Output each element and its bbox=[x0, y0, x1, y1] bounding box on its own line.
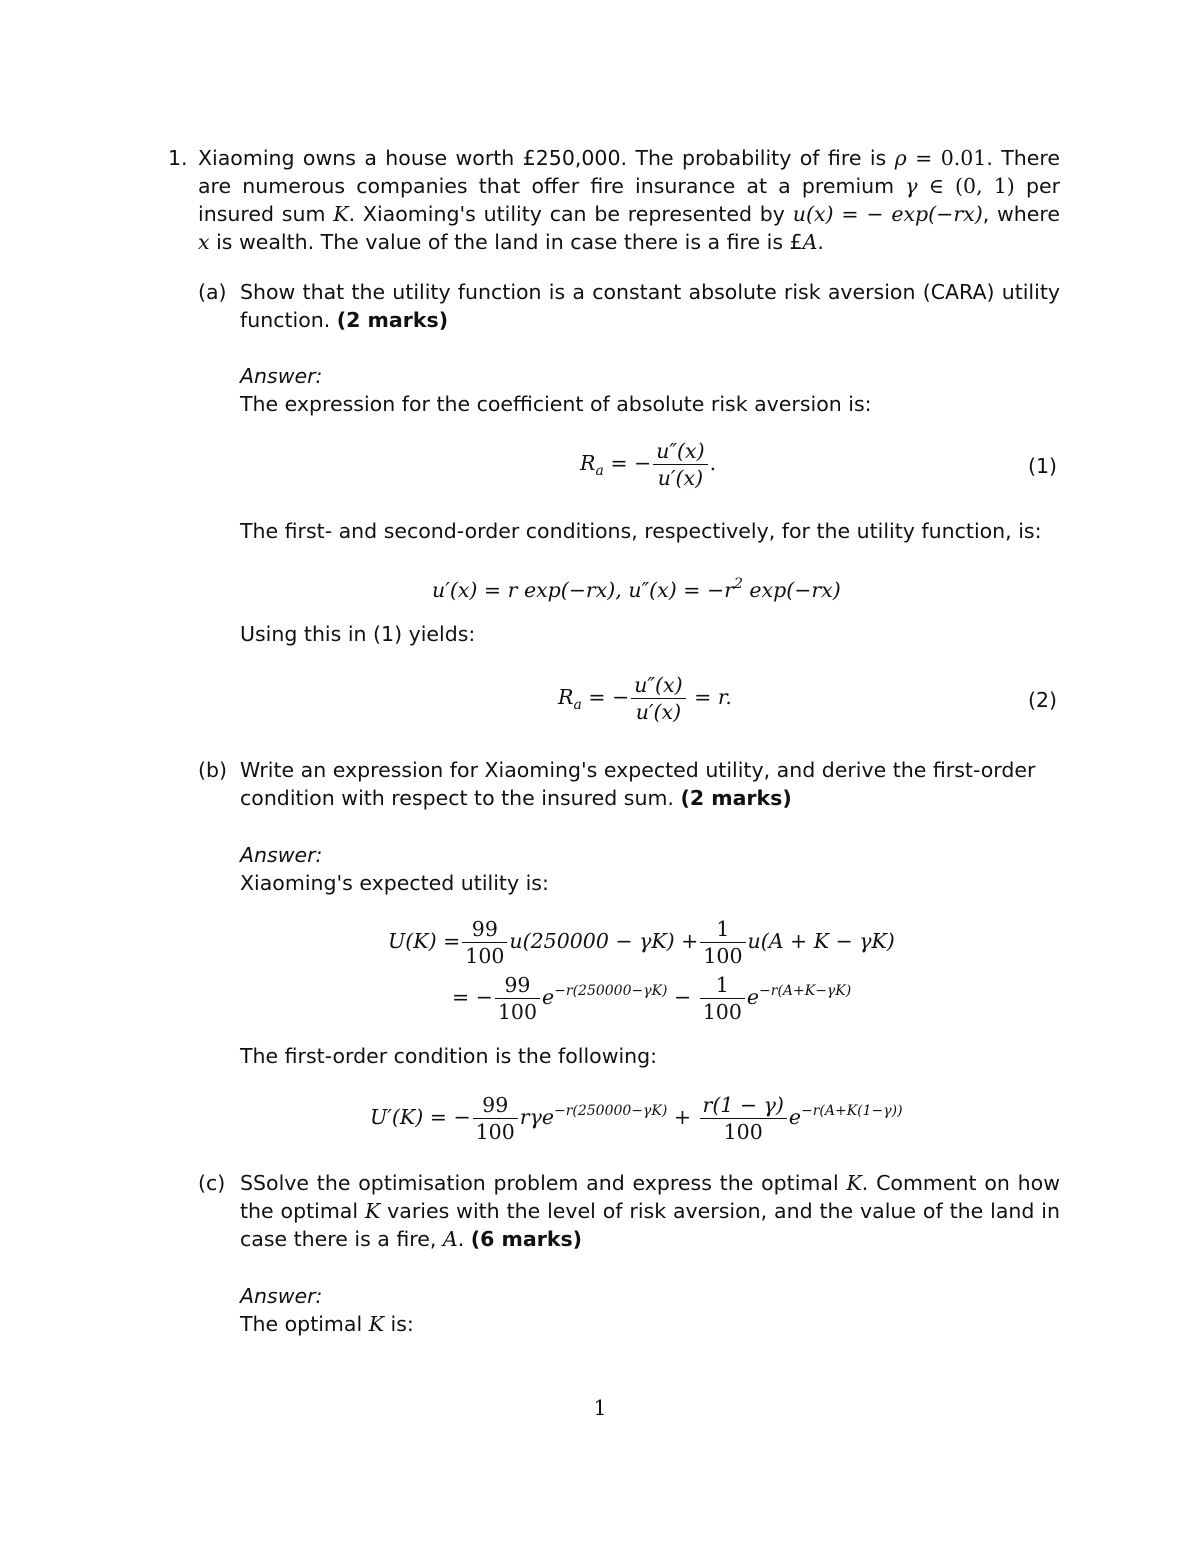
part-c-line-1 bbox=[240, 1310, 414, 1338]
first-order-condition bbox=[370, 1092, 903, 1145]
eq1-end: . bbox=[709, 451, 717, 475]
eq2-fraction bbox=[631, 672, 685, 725]
eu-term-4-sup: −r(A+K−γK) bbox=[759, 983, 852, 999]
part-c-marks: (6 marks) bbox=[470, 1227, 583, 1251]
foc-f2-den: 100 bbox=[723, 1120, 763, 1144]
eu-fraction-2 bbox=[700, 916, 745, 969]
eu-f3-num: 99 bbox=[495, 972, 540, 999]
k-symbol: K bbox=[333, 202, 349, 226]
foc-fraction-2 bbox=[700, 1092, 787, 1145]
eu-f4-num: 1 bbox=[700, 972, 745, 999]
part-b-line-1: Xiaoming's expected utility is: bbox=[240, 871, 549, 895]
eq2-lhs: R bbox=[558, 685, 574, 709]
question-intro-1: Xiaoming owns a house worth £250,000. The probability of fire is bbox=[198, 146, 895, 170]
foc-plus: + bbox=[667, 1105, 698, 1129]
fo-equation-end: exp(−rx) bbox=[742, 578, 841, 602]
gamma-range: ∈ (0, 1) bbox=[917, 174, 1015, 198]
eq2-end: = r. bbox=[687, 685, 732, 709]
question-intro-4: . Xiaoming's utility can be represented by bbox=[348, 202, 793, 226]
eq1-denominator: u′(x) bbox=[657, 466, 704, 490]
part-a-question: Show that the utility function is a constant absolute risk aversion (CARA) utility function. bbox=[240, 280, 1060, 332]
eq2-denominator: u′(x) bbox=[635, 700, 682, 724]
part-c-text bbox=[240, 1169, 1060, 1253]
a-symbol: A bbox=[802, 230, 818, 254]
part-c-line-1-b: is: bbox=[384, 1312, 414, 1336]
foc-term-2: e bbox=[788, 1105, 801, 1129]
eq2-eq: = − bbox=[581, 685, 630, 709]
eu-f3-den: 100 bbox=[497, 1000, 538, 1024]
part-a-answer-label: Answer: bbox=[240, 364, 323, 388]
part-c-k-1: K bbox=[846, 1171, 862, 1195]
question-number: 1. bbox=[168, 146, 188, 170]
eq1-numerator: u″(x) bbox=[653, 438, 707, 465]
eq1-sub: a bbox=[595, 463, 604, 479]
gamma-symbol: γ bbox=[905, 174, 918, 198]
part-b-marks: (2 marks) bbox=[680, 786, 792, 810]
eu-fraction-1 bbox=[462, 916, 507, 969]
part-c-label: (c) bbox=[198, 1171, 226, 1195]
part-a-line-1: The expression for the coefficient of absolute risk aversion is: bbox=[240, 392, 872, 416]
part-c-a: A bbox=[442, 1227, 458, 1251]
equation-1 bbox=[580, 438, 716, 491]
eu-f1-num: 99 bbox=[462, 916, 507, 943]
foc-lhs: U′(K) = − bbox=[370, 1105, 471, 1129]
eq1-fraction bbox=[653, 438, 707, 491]
p-value: = 0.01 bbox=[906, 146, 987, 170]
eu-term-3: e bbox=[542, 985, 555, 1009]
eq2-sub: a bbox=[573, 697, 582, 713]
eu-fraction-4 bbox=[700, 972, 745, 1025]
page-number: 1 bbox=[593, 1396, 607, 1420]
eu-f2-den: 100 bbox=[703, 944, 743, 968]
part-b-question: Write an expression for Xiaoming's expected utility, and derive the first-order condition with respect to the insured sum. bbox=[240, 758, 1036, 810]
eq1-eq: = − bbox=[603, 451, 652, 475]
expected-utility-line-1 bbox=[388, 916, 895, 969]
eu-term-3-sup: −r(250000−γK) bbox=[554, 983, 668, 999]
part-b-answer-label: Answer: bbox=[240, 843, 323, 867]
question-intro-2: . There are numerous companies that offer fire insurance at a premium bbox=[198, 146, 1061, 198]
eu-term-2: u(A + K − γK) bbox=[747, 929, 895, 953]
part-b-text bbox=[240, 756, 1060, 812]
foc-f1-den: 100 bbox=[475, 1120, 515, 1144]
part-a-line-2: The first- and second-order conditions, respectively, for the utility function, is: bbox=[240, 519, 1042, 543]
expected-utility-lhs: U(K) = bbox=[388, 929, 461, 953]
part-c-text-4: . bbox=[457, 1227, 471, 1251]
question-text bbox=[198, 144, 1060, 256]
part-a-label: (a) bbox=[198, 280, 227, 304]
part-c-answer-label: Answer: bbox=[240, 1284, 323, 1308]
part-a-line-3: Using this in (1) yields: bbox=[240, 622, 476, 646]
utility-expression: u(x) = − exp(−rx) bbox=[792, 202, 983, 226]
part-c-k-2: K bbox=[364, 1199, 381, 1223]
first-second-order-equation bbox=[432, 570, 841, 604]
eq1-lhs: R bbox=[580, 451, 596, 475]
eu-f4-den: 100 bbox=[702, 1000, 742, 1024]
eu-term-1: u(250000 − γK) + bbox=[509, 929, 699, 953]
eu-minus: − bbox=[667, 985, 698, 1009]
part-b-label: (b) bbox=[198, 758, 228, 782]
eu-f2-num: 1 bbox=[700, 916, 745, 943]
part-c-text-2: . Comment on how the optimal bbox=[240, 1171, 1060, 1223]
part-a-text bbox=[240, 278, 1060, 334]
p-symbol: ρ bbox=[894, 146, 907, 170]
equation-2-number: (2) bbox=[1028, 688, 1058, 712]
foc-f1-num: 99 bbox=[473, 1092, 518, 1119]
expected-utility-line-2 bbox=[452, 972, 851, 1025]
foc-term-1-sup: −r(250000−γK) bbox=[553, 1103, 668, 1119]
fo-equation-main: u′(x) = r exp(−rx), u″(x) = −r bbox=[432, 578, 734, 602]
part-c-line-1-a: The optimal bbox=[240, 1312, 369, 1336]
foc-fraction-1 bbox=[473, 1092, 518, 1145]
question-intro-3: per insured sum bbox=[198, 174, 1061, 226]
foc-term-2-sup: −r(A+K(1−γ)) bbox=[801, 1103, 903, 1119]
equation-1-number: (1) bbox=[1028, 454, 1058, 478]
eq2-numerator: u″(x) bbox=[631, 672, 685, 699]
foc-term-1: rγe bbox=[519, 1105, 554, 1129]
eu-f1-den: 100 bbox=[465, 944, 505, 968]
part-c-text-1: SSolve the optimisation problem and express the optimal bbox=[240, 1171, 847, 1195]
eu-eq-sign: = − bbox=[452, 985, 493, 1009]
x-symbol: x bbox=[198, 230, 210, 254]
fo-equation-sup: 2 bbox=[733, 576, 743, 592]
part-c-text-3: varies with the level of risk aversion, and the value of the land in case there is a fire, bbox=[240, 1199, 1060, 1251]
question-intro-5: , where bbox=[982, 202, 1061, 226]
part-a-marks: (2 marks) bbox=[336, 308, 449, 332]
equation-2 bbox=[558, 672, 732, 725]
eu-fraction-3 bbox=[495, 972, 540, 1025]
foc-f2-num: r(1 − γ) bbox=[700, 1092, 787, 1119]
part-c-line-1-k: K bbox=[368, 1312, 385, 1336]
eu-term-4: e bbox=[746, 985, 760, 1009]
question-intro-7: . bbox=[817, 230, 824, 254]
part-b-line-2: The first-order condition is the following: bbox=[240, 1044, 658, 1068]
question-intro-6: is wealth. The value of the land in case there is a fire is £ bbox=[209, 230, 803, 254]
